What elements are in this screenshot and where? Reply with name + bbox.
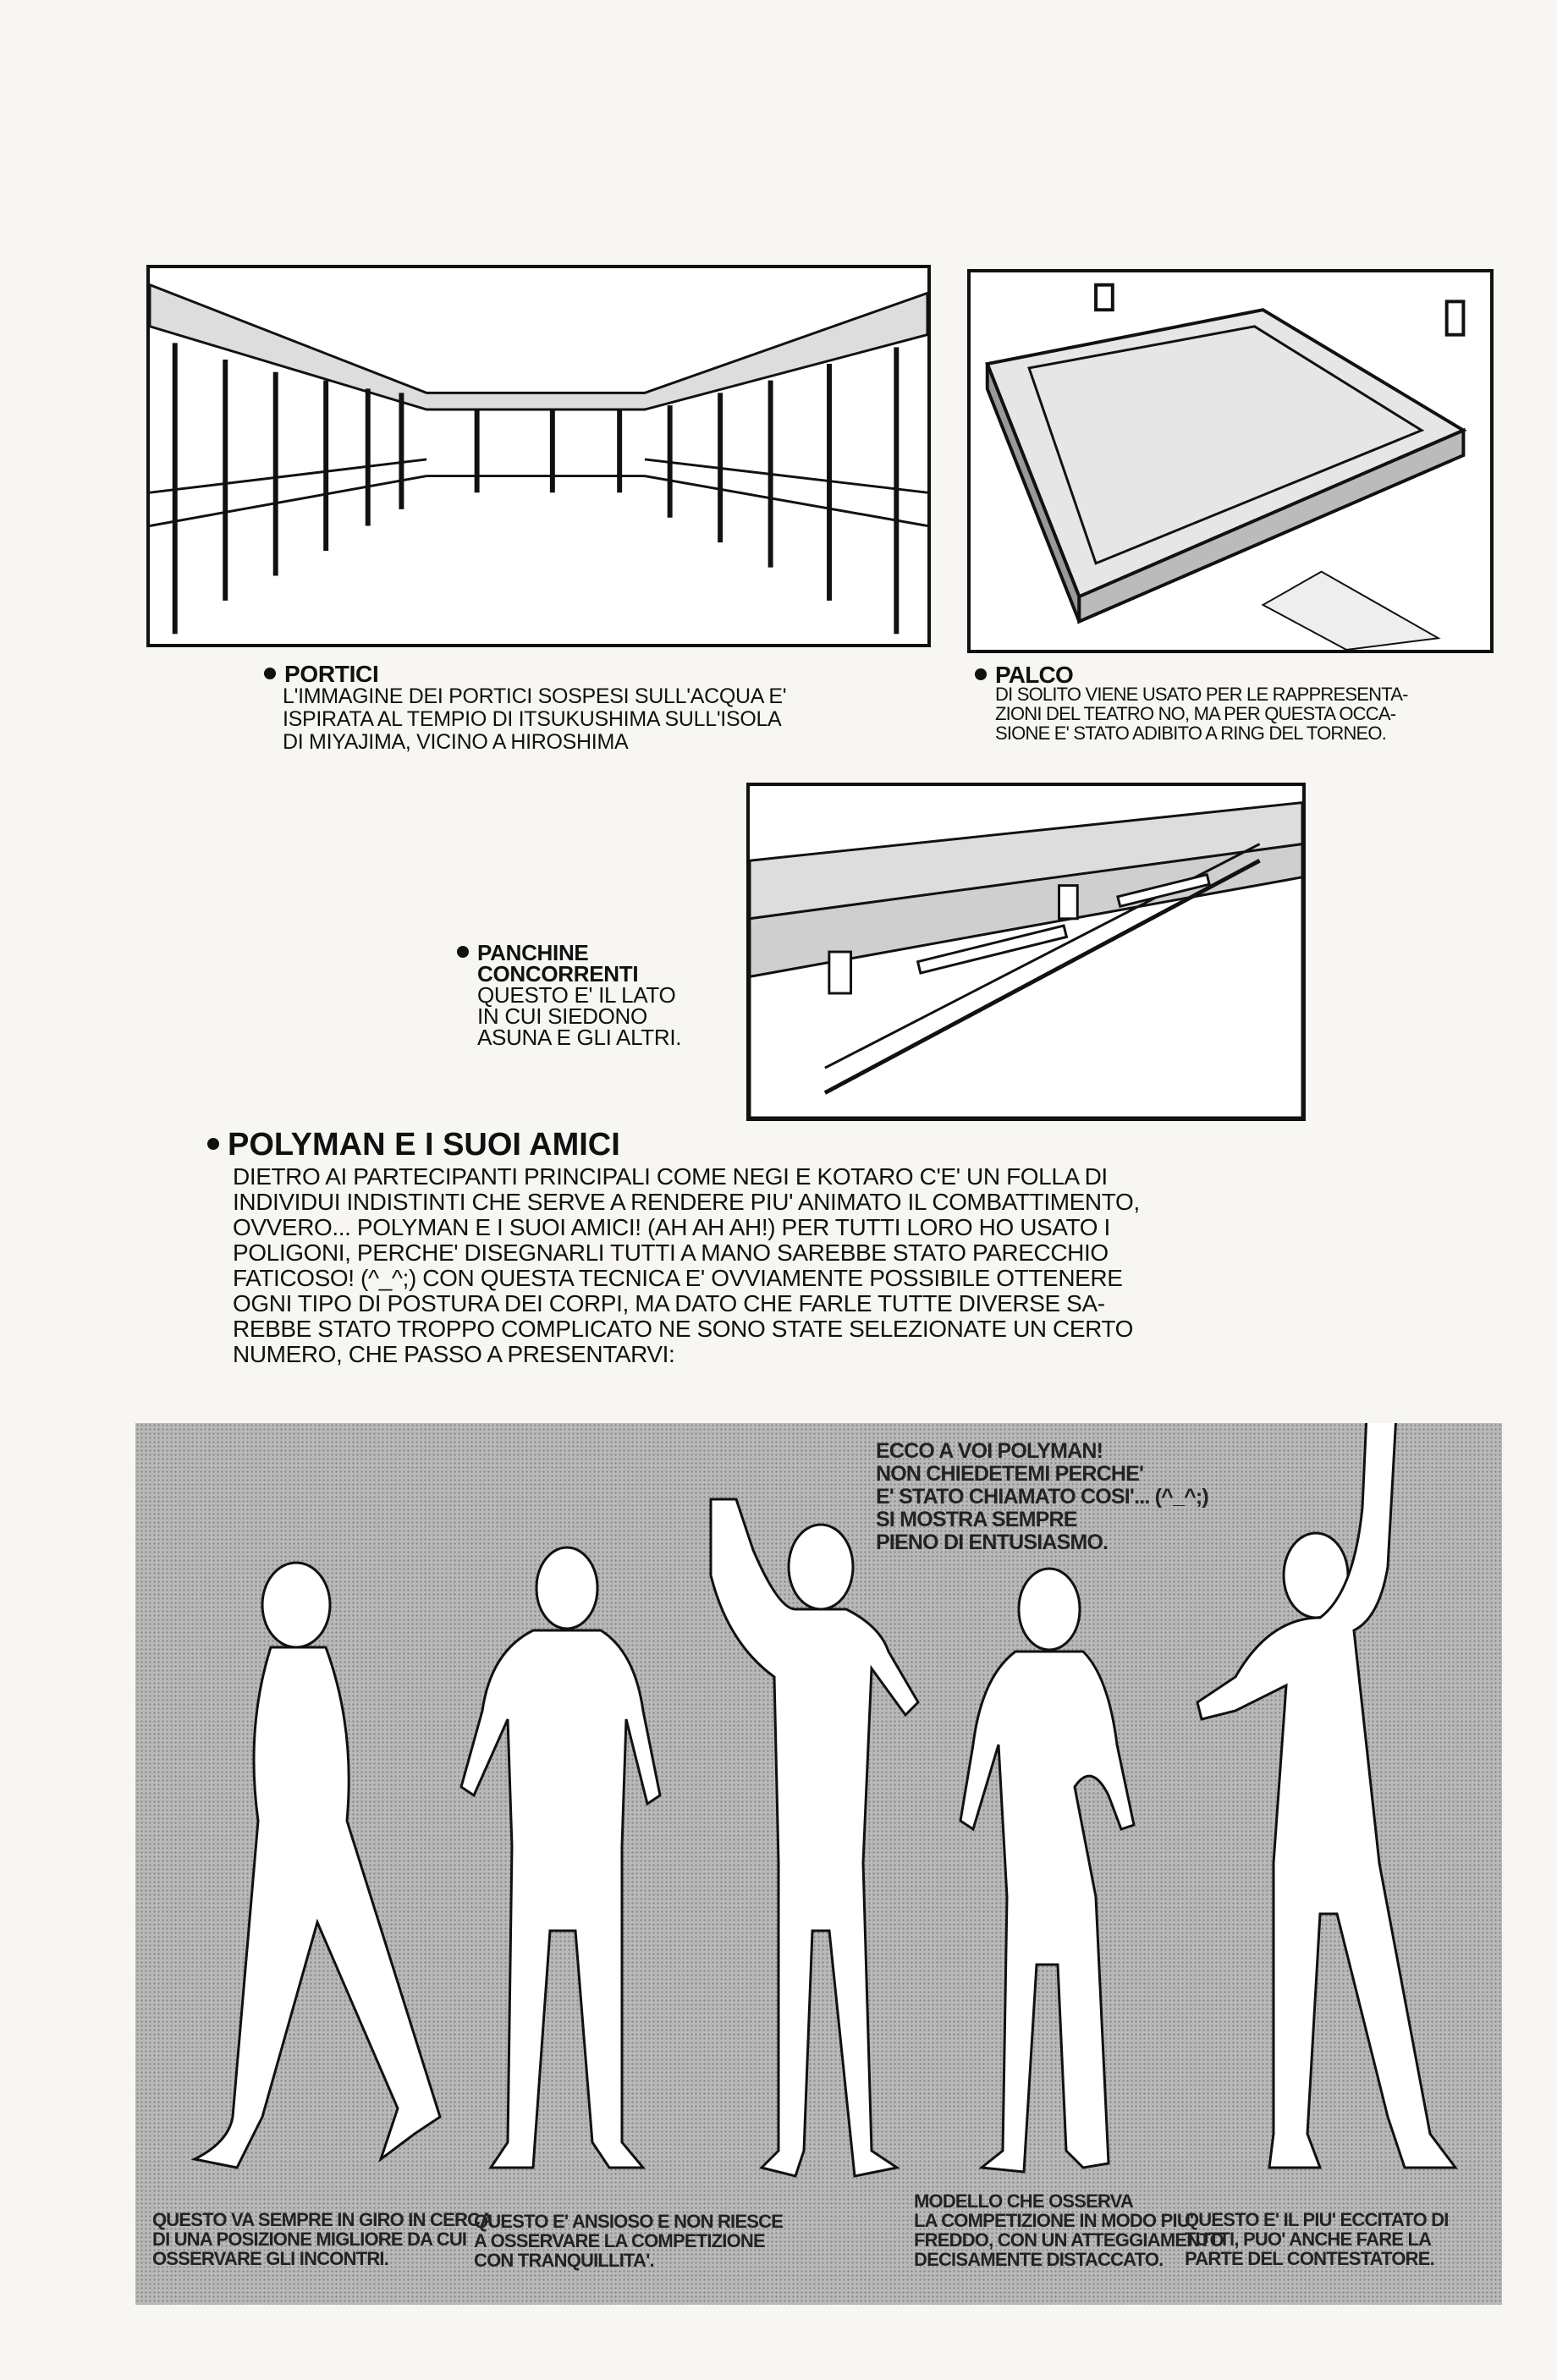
caption-line: ISPIRATA AL TEMPIO DI ITSUKUSHIMA SULL'ISOLA xyxy=(283,707,782,731)
caption-line: QUESTO E' ANSIOSO E NON RIESCE xyxy=(474,2211,784,2232)
caption-line: FREDDO, CON UN ATTEGGIAMENTO xyxy=(914,2229,1224,2251)
caption-line: E' STATO CHIAMATO COSI'... (^_^;) xyxy=(876,1485,1208,1509)
palco-title: PALCO xyxy=(995,662,1073,688)
polyman-figures-panel xyxy=(135,1423,1502,2305)
polyman-figures-icon xyxy=(135,1423,1502,2305)
caption-line: NON CHIEDETEMI PERCHE' xyxy=(876,1462,1144,1486)
panchine-caption xyxy=(457,940,682,1050)
caption-line: OSSERVARE GLI INCONTRI. xyxy=(152,2248,389,2269)
caption-line: A OSSERVARE LA COMPETIZIONE xyxy=(474,2230,765,2251)
panchine-title-line: PANCHINE xyxy=(477,940,589,965)
body-line: NUMERO, CHE PASSO A PRESENTARVI: xyxy=(233,1341,675,1367)
body-line: OVVERO... POLYMAN E I SUOI AMICI! (AH AH AH!) PER TUTTI LORO HO USATO I xyxy=(233,1214,1110,1240)
caption-line: ECCO A VOI POLYMAN! xyxy=(876,1439,1103,1463)
polyman-intro-caption xyxy=(876,1440,1208,1554)
caption-line: DECISAMENTE DISTACCATO. xyxy=(914,2249,1164,2270)
bullet-icon xyxy=(264,668,276,679)
excited-caption xyxy=(1185,2210,1449,2268)
body-line: INDIVIDUI INDISTINTI CHE SERVE A RENDERE PIU' ANIMATO IL COMBATTIMENTO, xyxy=(233,1189,1140,1215)
caption-line: QUESTO VA SEMPRE IN GIRO IN CERCA xyxy=(152,2209,493,2230)
body-line: DIETRO AI PARTECIPANTI PRINCIPALI COME NEGI E KOTARO C'E' UN FOLLA DI xyxy=(233,1163,1108,1190)
portici-title: PORTICI xyxy=(284,661,379,687)
caption-line: SIONE E' STATO ADIBITO A RING DEL TORNEO. xyxy=(995,723,1387,744)
body-line: POLIGONI, PERCHE' DISEGNARLI TUTTI A MANO SAREBBE STATO PARECCHIO xyxy=(233,1239,1109,1266)
caption-line: MODELLO CHE OSSERVA xyxy=(914,2190,1134,2212)
bullet-icon xyxy=(975,668,987,680)
caption-line: ZIONI DEL TEATRO NO, MA PER QUESTA OCCA- xyxy=(995,703,1396,724)
palco-illustration xyxy=(967,269,1494,653)
caption-line: CON TRANQUILLITA'. xyxy=(474,2250,654,2271)
bullet-icon xyxy=(457,946,469,958)
caption-line: ASUNA E GLI ALTRI. xyxy=(477,1025,682,1050)
caption-line: QUESTO E' IL LATO xyxy=(477,982,676,1008)
palco-caption xyxy=(975,662,1408,744)
caption-line: PARTE DEL CONTESTATORE. xyxy=(1185,2248,1434,2269)
anxious-caption xyxy=(474,2212,783,2270)
polyman-body xyxy=(233,1164,1140,1367)
caption-line: TUTTI, PUO' ANCHE FARE LA xyxy=(1185,2229,1432,2250)
polyman-heading-text: POLYMAN E I SUOI AMICI xyxy=(228,1127,620,1163)
caption-line: L'IMMAGINE DEI PORTICI SOSPESI SULL'ACQUA E' xyxy=(283,684,787,708)
portici-illustration xyxy=(146,265,931,647)
body-line: OGNI TIPO DI POSTURA DEI CORPI, MA DATO CHE FARLE TUTTE DIVERSE SA- xyxy=(233,1290,1105,1316)
body-line: REBBE STATO TROPPO COMPLICATO NE SONO STATE SELEZIONATE UN CERTO xyxy=(233,1316,1134,1342)
panchine-illustration xyxy=(746,783,1306,1121)
polyman-heading xyxy=(207,1127,620,1163)
caption-line: IN CUI SIEDONO xyxy=(477,1003,647,1029)
caption-line: PIENO DI ENTUSIASMO. xyxy=(876,1531,1109,1554)
panchine-title-line: CONCORRENTI xyxy=(477,961,639,987)
cool-caption xyxy=(914,2191,1224,2269)
caption-line: QUESTO E' IL PIU' ECCITATO DI xyxy=(1185,2209,1449,2230)
walker-caption xyxy=(152,2210,492,2268)
caption-line: DI SOLITO VIENE USATO PER LE RAPPRESENTA- xyxy=(995,684,1408,705)
caption-line: LA COMPETIZIONE IN MODO PIU' xyxy=(914,2210,1194,2231)
bullet-icon xyxy=(207,1138,219,1150)
caption-line: SI MOSTRA SEMPRE xyxy=(876,1508,1077,1531)
portici-caption xyxy=(264,662,786,754)
caption-line: DI UNA POSIZIONE MIGLIORE DA CUI xyxy=(152,2229,467,2250)
body-line: FATICOSO! (^_^;) CON QUESTA TECNICA E' OVVIAMENTE POSSIBILE OTTENERE xyxy=(233,1265,1123,1291)
caption-line: DI MIYAJIMA, VICINO A HIROSHIMA xyxy=(283,730,629,754)
